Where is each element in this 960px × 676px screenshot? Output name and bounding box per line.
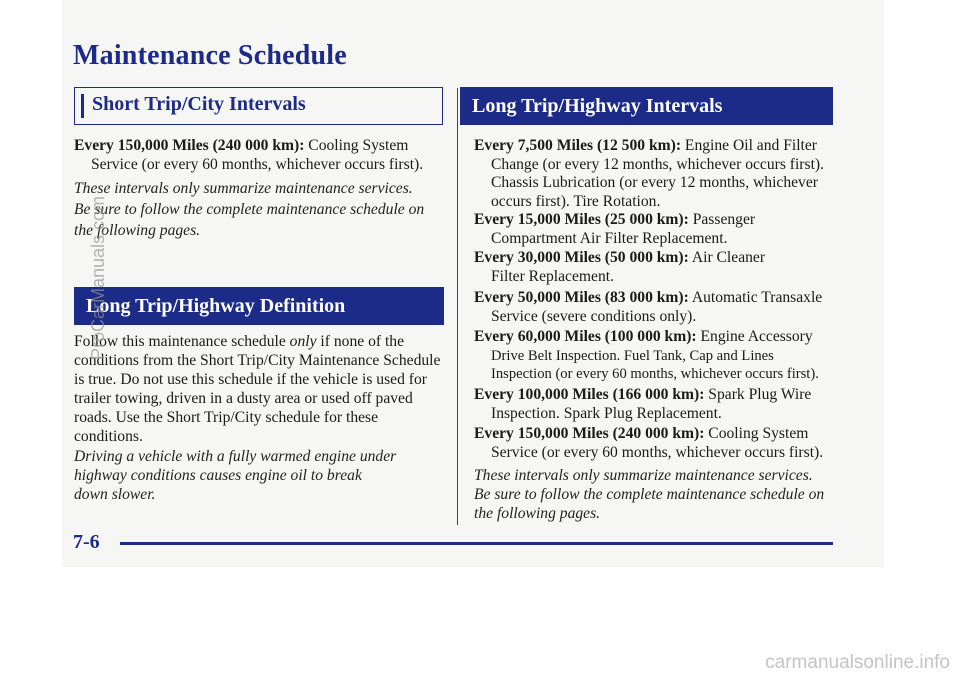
entry-service-cont: Drive Belt Inspection. Fuel Tank, Cap and Lines xyxy=(491,347,774,364)
footer-watermark: carmanualsonline.info xyxy=(765,652,950,673)
para-text: if none of the conditions from the Short Trip/City Maintenance Schedule is true. Do not use this schedule if the vehicle is used for trailer towing, driven in a dusty area or used off paved roads. Use the Short Trip/City schedule for these conditions. xyxy=(74,333,441,445)
entry-service: Cooling System xyxy=(304,137,409,154)
note-line: down slower. xyxy=(74,486,156,503)
entry-service-cont: occurs first). Tire Rotation. xyxy=(491,192,661,210)
entry-service: Passenger xyxy=(688,211,756,228)
note-line: These intervals only summarize maintenance services. xyxy=(474,467,813,484)
page-title: Maintenance Schedule xyxy=(73,40,347,71)
note-line: highway conditions causes engine oil to break xyxy=(74,467,362,484)
page-number: 7-6 xyxy=(73,531,100,553)
entry-interval: Every 150,000 Miles (240 000 km): xyxy=(474,425,705,442)
long-trip-heading: Long Trip/Highway Intervals xyxy=(460,87,833,125)
column-divider xyxy=(457,88,458,525)
entry-service-cont: Compartment Air Filter Replacement. xyxy=(491,229,728,247)
entry-interval: Every 7,500 Miles (12 500 km): xyxy=(474,137,682,154)
entry-service: Cooling System xyxy=(704,425,809,442)
entry-service-cont: Change (or every 12 months, whichever occurs first). xyxy=(491,155,824,173)
interval-entry xyxy=(474,328,849,384)
closing-note xyxy=(74,447,454,504)
entry-service-cont: Inspection. Spark Plug Replacement. xyxy=(491,404,722,422)
entry-interval: Every 60,000 Miles (100 000 km): xyxy=(474,328,697,345)
entry-service: Engine Oil and Filter xyxy=(681,137,818,154)
note-line: Be sure to follow the complete maintenance schedule on xyxy=(474,486,825,503)
entry-interval: Every 150,000 Miles (240 000 km): xyxy=(74,137,305,154)
vertical-watermark: ProCarManuals.com xyxy=(88,195,108,360)
note-line: These intervals only summarize maintenance services. xyxy=(74,180,413,197)
heading-accent-bar xyxy=(81,94,84,118)
entry-service-cont: Service (or every 60 months, whichever occurs first). xyxy=(91,155,424,173)
interval-entry xyxy=(474,425,849,462)
entry-interval: Every 100,000 Miles (166 000 km): xyxy=(474,386,705,403)
short-trip-heading: Short Trip/City Intervals xyxy=(92,93,306,115)
entry-service-cont: Filter Replacement. xyxy=(491,267,614,285)
entry-service: Air Cleaner xyxy=(688,249,766,266)
footer-rule xyxy=(120,542,833,545)
interval-entry xyxy=(474,289,844,326)
interval-entry xyxy=(474,137,844,211)
interval-entry xyxy=(474,386,849,423)
long-trip-note xyxy=(474,466,854,523)
note-line: Driving a vehicle with a fully warmed engine under xyxy=(74,448,397,465)
interval-entry xyxy=(474,211,844,248)
short-trip-entry xyxy=(74,137,449,174)
entry-interval: Every 30,000 Miles (50 000 km): xyxy=(474,249,689,266)
entry-service: Engine Accessory xyxy=(696,328,813,345)
entry-interval: Every 50,000 Miles (83 000 km): xyxy=(474,289,689,306)
para-emphasis: only xyxy=(289,333,317,350)
entry-service: Automatic Transaxle xyxy=(688,289,823,306)
long-trip-definition-heading: Long Trip/Highway Definition xyxy=(74,287,444,325)
note-line: the following pages. xyxy=(474,505,601,522)
entry-service-cont: Service (or every 60 months, whichever occurs first). xyxy=(491,443,824,461)
para-text: Follow this maintenance schedule xyxy=(74,333,290,350)
short-trip-note xyxy=(74,178,454,241)
note-line: the following pages. xyxy=(74,222,201,239)
entry-interval: Every 15,000 Miles (25 000 km): xyxy=(474,211,689,228)
interval-entry xyxy=(474,249,844,286)
note-line: Be sure to follow the complete maintenance schedule on xyxy=(74,201,425,218)
entry-service-cont: Chassis Lubrication (or every 12 months, whichever xyxy=(491,174,818,191)
entry-service-cont: Inspection (or every 60 months, whichever occurs first). xyxy=(491,366,819,382)
short-trip-heading-box xyxy=(74,87,443,125)
definition-paragraph xyxy=(74,332,444,446)
entry-service: Spark Plug Wire xyxy=(704,386,812,403)
entry-service-cont: Service (severe conditions only). xyxy=(491,307,697,325)
